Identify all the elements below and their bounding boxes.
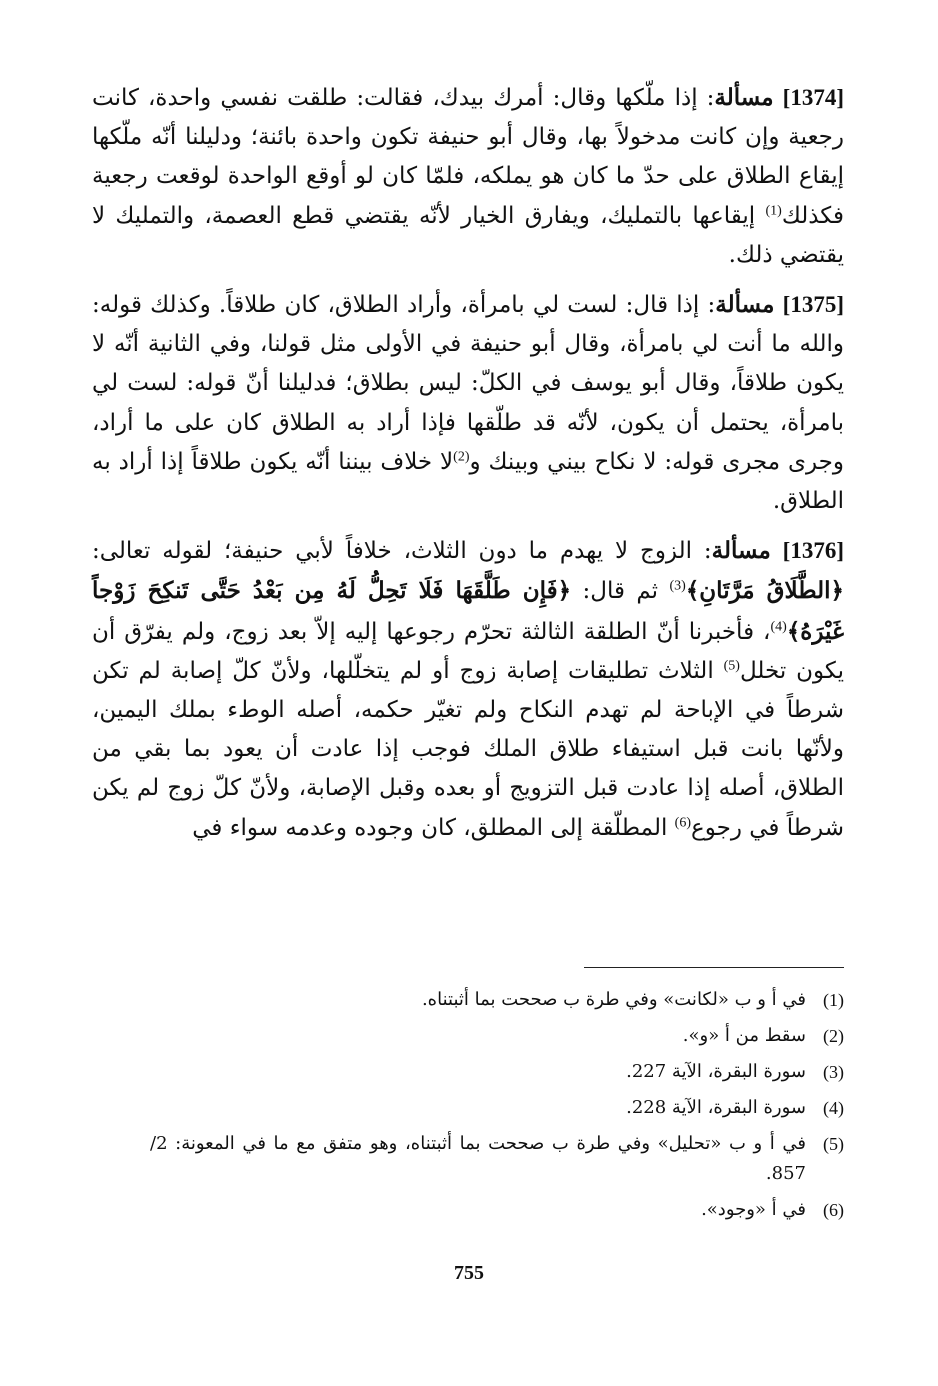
footnote: [150, 1129, 844, 1189]
paragraph-text: المطلّقة إلى المطلق، كان وجوده وعدمه سواء في: [192, 814, 675, 841]
footnote: [150, 1093, 844, 1123]
issue-keyword: مسألة: [714, 84, 774, 111]
paragraph-text: : إذا ملّكها وقال: أمرك بيدك، فقالت: طلقت نفسي واحدة، كانت رجعية وإن كانت مدخولاً بها، وقال أبو حنيفة تكون واحدة بائنة؛ ودليلنا أنّه ملّكها إيقاع الطلاق على حدّ ما كان هو يملكه، فلمّا كان لو أوقع الواحدة لوقعت رجعية فكذلك: [92, 85, 844, 229]
footnote-ref[interactable]: (6): [674, 815, 691, 830]
paragraph-text: إيقاعها بالتمليك، ويفارق الخيار لأنّه يقتضي قطع العصمة، والتمليك لا يقتضي ذلك.: [92, 202, 844, 268]
paragraph-text: : الزوج لا يهدم ما دون الثلاث، خلافاً لأبي حنيفة؛ لقوله تعالى:: [92, 538, 712, 565]
footnote: [150, 985, 844, 1015]
issue-keyword: مسألة: [715, 291, 775, 319]
footnote: [150, 1195, 844, 1225]
paragraph-text: ثم قال:: [571, 578, 670, 605]
paragraph-text: لا خلاف بيننا أنّه يكون طلاقاً إذا أراد به الطلاق.: [92, 448, 844, 515]
footnote-number: (3): [823, 1062, 844, 1082]
issue-keyword: مسألة: [711, 537, 771, 565]
footnote: [150, 1021, 844, 1051]
footnote-number: (4): [823, 1098, 844, 1118]
issue-number: [1374]: [782, 85, 844, 110]
paragraph-1376: [92, 531, 844, 848]
paragraph-1375: [92, 285, 844, 521]
paragraph-text: الثلاث تطليقات إصابة زوج أو لم يتخلّلها، ولأنّ كلّ إصابة لم تكن شرطاً في الإباحة لم تهدم النكاح ولم تغيّر حكمه، أصله الوطء بملك اليمين، ولأنّها بانت قبل استيفاء طلاق الملك فوجب إذا عادت أن يعود بما بقي من الطلاق، أصله إذا عادت قبل التزويج أو بعده وقبل الإصابة، ولأنّ كلّ زوج لم يكن شرطاً في رجوع: [92, 657, 844, 841]
footnote-number: (5): [823, 1134, 844, 1154]
footnote-ref[interactable]: (3): [669, 578, 686, 594]
footnotes: [150, 985, 844, 1231]
paragraph-text: ، فأخبرنا أنّ الطلقة الثالثة تحرّم رجوعها إليه إلاّ بعد زوج، ولم يفرّق أن يكون تخلل: [92, 618, 845, 684]
footnote-ref[interactable]: (5): [723, 658, 740, 674]
quran-verse: ﴿الطَّلَاقُ مَرَّتَانِ﴾: [685, 577, 844, 605]
main-text: [92, 78, 844, 858]
issue-number: [1375]: [782, 292, 845, 318]
footnote-number: (1): [823, 990, 844, 1010]
footnote-ref[interactable]: (2): [453, 449, 470, 465]
footnote-text: سورة البقرة، الآية 227.: [626, 1061, 806, 1082]
footnote-text: في أ «وجود».: [701, 1199, 806, 1220]
paragraph-1374: [92, 78, 844, 275]
paragraph-text: : إذا قال: لست لي بامرأة، وأراد الطلاق، كان طلاقاً. وكذلك قوله: والله ما أنت لي بامرأة، وقال أبو حنيفة في الأولى مثل قولنا، وفي الثانية أنّه لا يكون طلاقاً، وقال أبو يوسف في الكلّ: ليس بطلاق؛ فدليلنا أنّ قوله: لست لي بامرأة، يحتمل أن يكون، لأنّه قد طلّقها فإذا أراد به الطلاق كان على ما أراد، وجرى مجرى قوله: لا نكاح بيني وبينك و: [92, 292, 844, 475]
issue-number: [1376]: [782, 538, 845, 564]
footnote-ref[interactable]: (4): [770, 618, 787, 634]
footnote-text: سقط من أ «و».: [682, 1025, 806, 1046]
quran-verse: ﴿فَإِن طَلَّقَهَا فَلَا تَحِلُّ لَهُ مِن بَعْدُ حَتَّى تَنكِحَ زَوْجاً غَيْرَهُ﴾: [92, 577, 844, 645]
footnote-number: (6): [823, 1200, 844, 1220]
page-number: 755: [454, 1262, 484, 1284]
footnote-text: سورة البقرة، الآية 228.: [626, 1097, 806, 1118]
footnote-ref[interactable]: (1): [765, 202, 782, 218]
footnote-divider: [584, 967, 844, 968]
footnote-text: في أ و ب «لكانت» وفي طرة ب صححت بما أثبتناه.: [421, 989, 806, 1010]
footnote-text: في أ و ب «تحليل» وفي طرة ب صححت بما أثبتناه، وهو متفق مع ما في المعونة: 2/ 857.: [150, 1133, 806, 1184]
footnote: [150, 1057, 844, 1087]
footnote-number: (2): [823, 1026, 844, 1046]
